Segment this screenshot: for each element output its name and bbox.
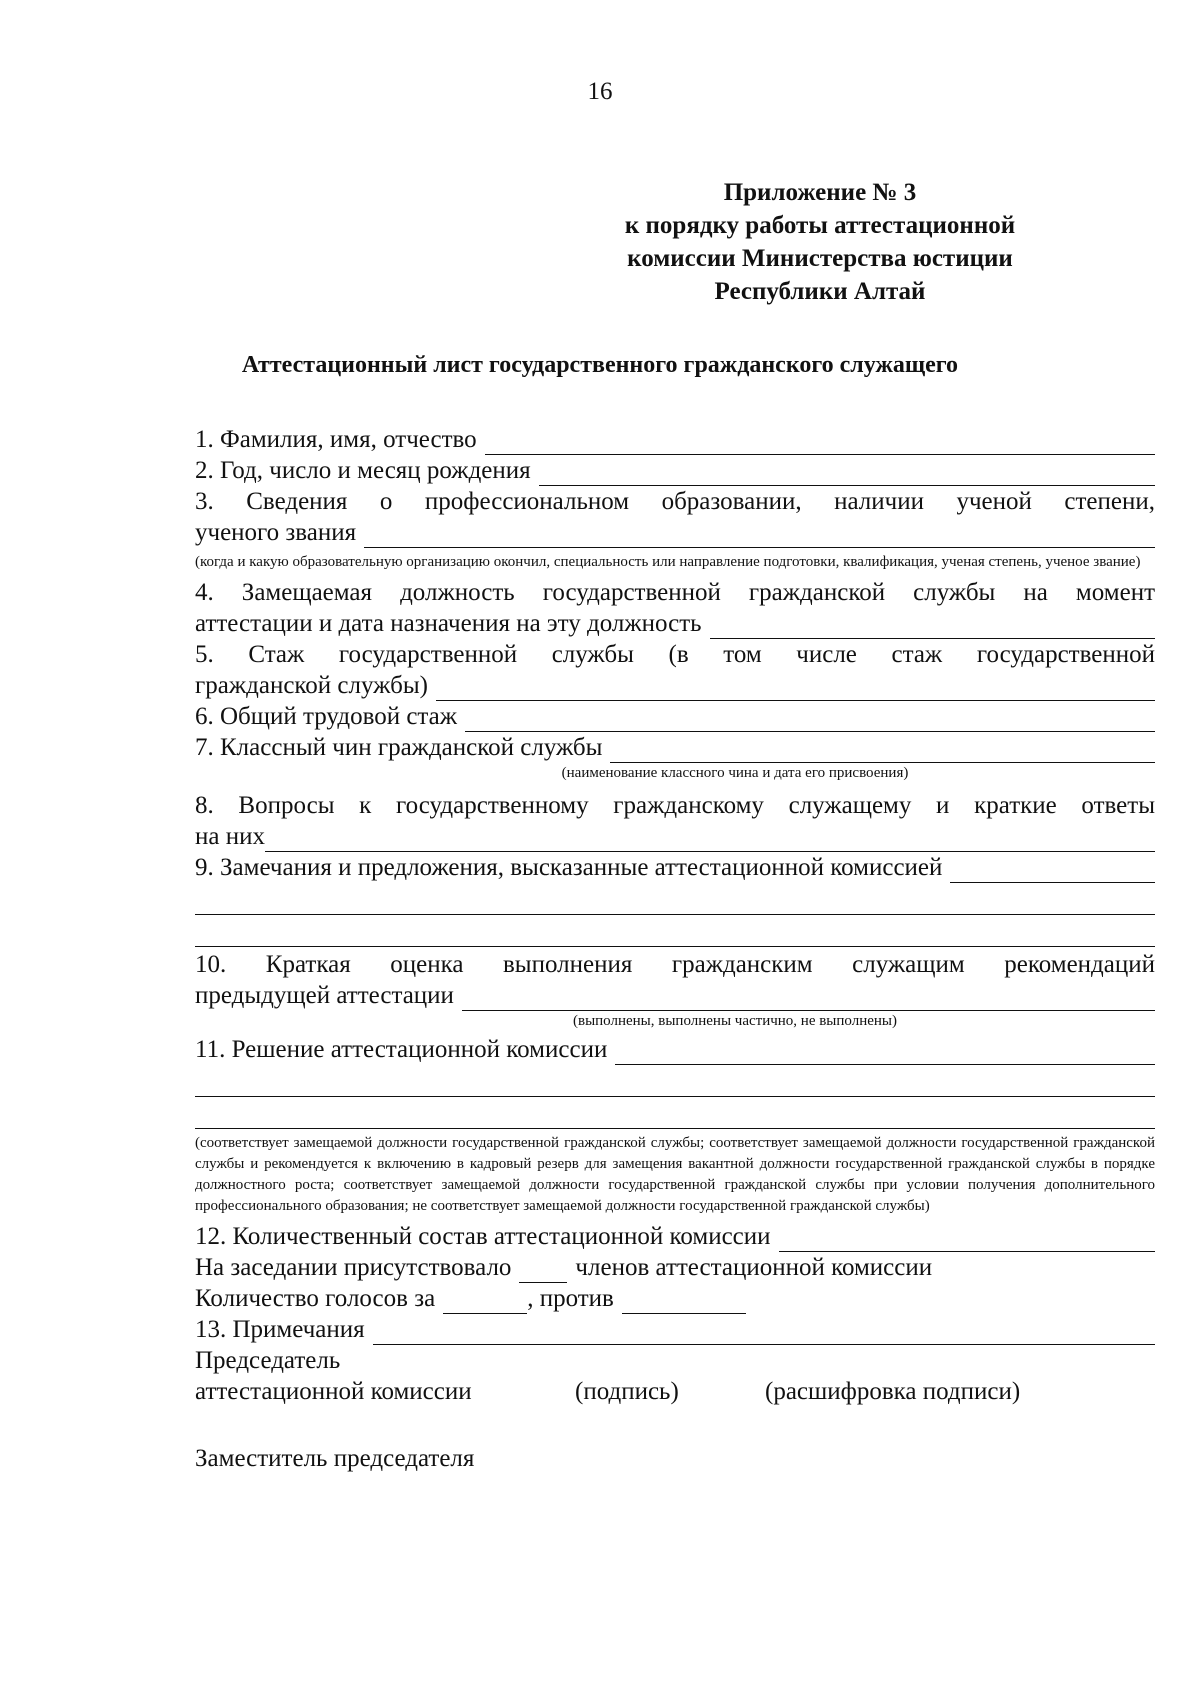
signature-caption: (подпись) bbox=[575, 1378, 679, 1405]
field-label: 9. Замечания и предложения, высказанные аттестационной комиссией bbox=[195, 854, 943, 881]
appendix-line-1: Приложение № 3 bbox=[723, 179, 917, 206]
field-label: членов аттестационной комиссии bbox=[575, 1254, 933, 1281]
blank-line[interactable] bbox=[195, 883, 1155, 915]
field-label: 2. Год, число и месяц рождения bbox=[195, 457, 531, 484]
field-education bbox=[195, 517, 1155, 548]
chair-title: Председатель bbox=[195, 1347, 341, 1374]
field-label: На заседании присутствовало bbox=[195, 1254, 512, 1281]
class-rank-note: (наименование классного чина и дата его присвоения) bbox=[561, 765, 909, 781]
chair-signature-block bbox=[195, 1345, 1155, 1376]
blank-line[interactable] bbox=[436, 678, 1155, 701]
appendix-line-3: комиссии Министерства юстиции bbox=[627, 245, 1013, 272]
signature-decoding-caption: (расшифровка подписи) bbox=[765, 1378, 1021, 1405]
field-label: аттестации и дата назначения на эту должность bbox=[195, 610, 702, 637]
field-label: гражданской службы) bbox=[195, 672, 428, 699]
field-full-name bbox=[195, 424, 1155, 455]
blank-line[interactable] bbox=[195, 915, 1155, 947]
blank-line[interactable] bbox=[465, 709, 1155, 732]
blank-line[interactable] bbox=[610, 740, 1155, 763]
chair-signature-line bbox=[195, 1376, 1155, 1407]
field-position-label: 4. Замещаемая должность государственной гражданской службы на момент bbox=[195, 579, 1155, 606]
field-label: 1. Фамилия, имя, отчество bbox=[195, 426, 477, 453]
deputy-chair bbox=[195, 1443, 1155, 1474]
deputy-chair-title: Заместитель председателя bbox=[195, 1445, 475, 1472]
field-education-label: 3. Сведения о профессиональном образовании, наличии ученой степени, bbox=[195, 488, 1155, 515]
education-note: (когда и какую образовательную организацию окончил, специальность или направление подготовки, квалификация, ученая степень, ученое звание) bbox=[195, 554, 1141, 570]
appendix-line-2: к порядку работы аттестационной bbox=[624, 212, 1016, 239]
recommendations-note: (выполнены, выполнены частично, не выполнены) bbox=[573, 1013, 897, 1029]
field-label: 13. Примечания bbox=[195, 1316, 365, 1343]
blank-line[interactable] bbox=[373, 1322, 1155, 1345]
field-total-work-length bbox=[195, 701, 1155, 732]
field-votes bbox=[195, 1283, 1155, 1314]
chair-commission: аттестационной комиссии bbox=[195, 1378, 472, 1405]
appendix-header bbox=[560, 176, 1080, 308]
field-recommendations-label: 10. Краткая оценка выполнения гражданским служащим рекомендаций bbox=[195, 951, 1155, 978]
document-title: Аттестационный лист государственного гражданского служащего bbox=[241, 352, 959, 378]
field-notes bbox=[195, 1314, 1155, 1345]
field-label: ученого звания bbox=[195, 519, 357, 546]
field-service-length-label: 5. Стаж государственной службы (в том числе стаж государственной bbox=[195, 641, 1155, 668]
field-remarks bbox=[195, 852, 1155, 883]
field-attendance bbox=[195, 1252, 1155, 1283]
field-questions-label: 8. Вопросы к государственному гражданскому служащему и краткие ответы bbox=[195, 792, 1155, 819]
field-label: предыдущей аттестации bbox=[195, 982, 454, 1009]
blank-line[interactable] bbox=[710, 616, 1155, 639]
blank-line[interactable] bbox=[443, 1291, 527, 1314]
blank-line[interactable] bbox=[265, 829, 1155, 852]
field-label: на них bbox=[195, 823, 265, 850]
blank-line[interactable] bbox=[485, 432, 1155, 455]
blank-line[interactable] bbox=[519, 1260, 567, 1283]
appendix-line-4: Республики Алтай bbox=[714, 278, 926, 305]
field-label: Количество голосов за bbox=[195, 1285, 436, 1312]
blank-line[interactable] bbox=[950, 860, 1155, 883]
blank-line[interactable] bbox=[615, 1042, 1155, 1065]
decision-note: (соответствует замещаемой должности государственной гражданской службы; соответствует замещаемой должности государственной гражданской службы и рекомендуется к включению в кадровый резерв для замещения вакантной должности государственной гражданской службы в порядке должностного роста; соответствует замещаемой должности государственной гражданской службы при условии получения дополнительного профессионального образования; не соответствует замещаемой должности государственной гражданской службы) bbox=[195, 1135, 1155, 1214]
field-commission-composition bbox=[195, 1221, 1155, 1252]
field-position bbox=[195, 608, 1155, 639]
blank-line[interactable] bbox=[539, 463, 1155, 486]
blank-line[interactable] bbox=[195, 1065, 1155, 1097]
blank-line[interactable] bbox=[622, 1291, 746, 1314]
field-label: 7. Классный чин гражданской службы bbox=[195, 734, 603, 761]
blank-line[interactable] bbox=[779, 1229, 1155, 1252]
attestation-form bbox=[195, 424, 1155, 1474]
field-recommendations bbox=[195, 980, 1155, 1011]
field-label: 11. Решение аттестационной комиссии bbox=[195, 1036, 608, 1063]
field-questions bbox=[195, 821, 1155, 852]
field-decision bbox=[195, 1034, 1155, 1065]
field-birth-date bbox=[195, 455, 1155, 486]
page-number: 16 bbox=[587, 78, 613, 105]
field-class-rank bbox=[195, 732, 1155, 763]
field-label: , против bbox=[527, 1285, 614, 1312]
blank-line[interactable] bbox=[462, 988, 1155, 1011]
field-service-length bbox=[195, 670, 1155, 701]
field-label: 12. Количественный состав аттестационной комиссии bbox=[195, 1223, 771, 1250]
field-label: 6. Общий трудовой стаж bbox=[195, 703, 458, 730]
blank-line[interactable] bbox=[364, 525, 1155, 548]
blank-line[interactable] bbox=[195, 1097, 1155, 1129]
